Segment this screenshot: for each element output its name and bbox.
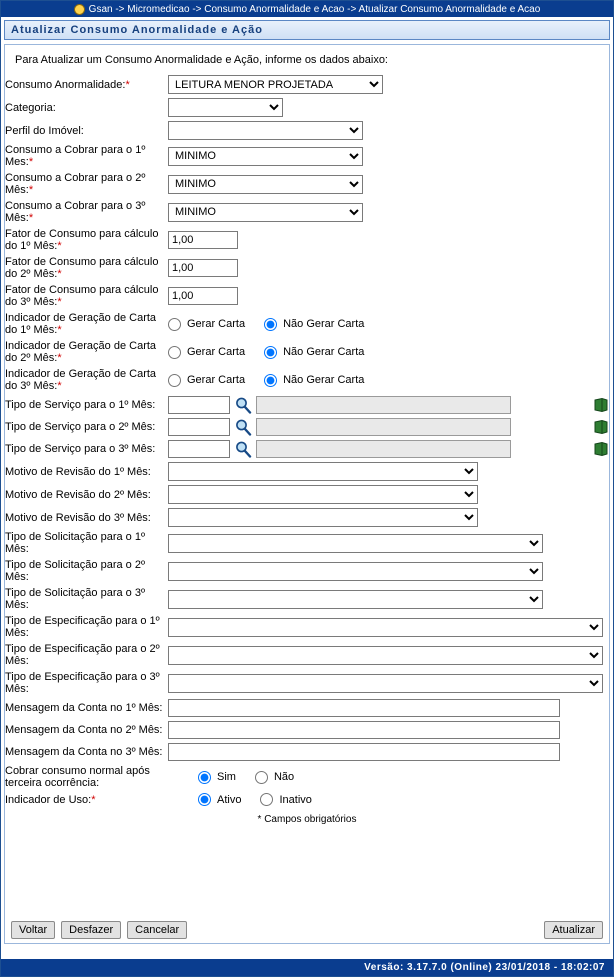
fator-1-input[interactable] [168,231,238,249]
book-icon[interactable] [593,441,609,457]
carta-1-nao-gerar-option[interactable]: Não Gerar Carta [264,318,364,331]
tipo-servico-1-row [168,396,609,414]
form-instructions: Para Atualizar um Consumo Anormalidade e Ação, informe os dados abaixo: [15,54,388,66]
tipo-servico-1-desc-input [256,396,511,414]
row-fator-1 [5,226,609,254]
book-icon[interactable] [593,419,609,435]
indicador-uso-ativo-radio[interactable] [198,793,211,806]
label-mensagem-2: Mensagem da Conta no 2º Mês: [5,724,163,736]
label-carta-3: Indicador de Geração de Carta do 3º Mês:* [5,368,157,392]
carta-2-gerar-option[interactable]: Gerar Carta [168,346,245,359]
indicador-uso-radio-group[interactable] [168,793,609,806]
tipo-solicitacao-3-select[interactable] [168,590,543,609]
row-motivo-revisao-2 [5,483,609,506]
tipo-solicitacao-2-select[interactable] [168,562,543,581]
row-mensagem-1 [5,697,609,719]
tipo-servico-3-code-input[interactable] [168,440,230,458]
required-asterisk: * [57,380,62,392]
consumo-cobrar-1-select[interactable] [168,147,363,166]
carta-2-nao-gerar-radio[interactable] [264,346,277,359]
label-carta-2: Indicador de Geração de Carta do 2º Mês:* [5,340,157,364]
version-bar [1,959,613,976]
row-consumo-cobrar-3 [5,198,609,226]
tipo-servico-2-code-input[interactable] [168,418,230,436]
row-tipo-solicitacao-3 [5,585,609,613]
search-icon[interactable] [234,440,252,458]
label-carta-1: Indicador de Geração de Carta do 1º Mês:* [5,312,157,336]
label-fator-2: Fator de Consumo para cálculo do 2º Mês:* [5,256,159,280]
carta-3-nao-gerar-radio[interactable] [264,374,277,387]
carta-1-gerar-option[interactable]: Gerar Carta [168,318,245,331]
row-indicador-uso [5,791,609,808]
book-icon[interactable] [593,397,609,413]
form-panel [4,44,610,944]
carta-3-nao-gerar-option[interactable]: Não Gerar Carta [264,374,364,387]
version-text: Versão: 3.17.7.0 (Online) 23/01/2018 - 18:02:07 [364,962,605,973]
label-tipo-especificacao-1: Tipo de Especificação para o 1º Mês: [5,615,160,639]
required-asterisk: * [28,156,34,168]
atualizar-button[interactable]: Atualizar [544,921,603,939]
tipo-servico-2-desc-input [256,418,511,436]
fator-2-input[interactable] [168,259,238,277]
motivo-revisao-3-select[interactable] [168,508,478,527]
row-perfil-imovel [5,119,609,142]
label-indicador-uso: Indicador de Uso:* [5,793,96,806]
row-fator-2 [5,254,609,282]
search-icon[interactable] [234,396,252,414]
required-asterisk: * [28,212,34,224]
row-consumo-cobrar-1 [5,142,609,170]
desfazer-button[interactable]: Desfazer [61,921,121,939]
consumo-cobrar-3-select[interactable] [168,203,363,222]
consumo-cobrar-2-select[interactable] [168,175,363,194]
label-consumo-cobrar-1: Consumo a Cobrar para o 1º Mes:* [5,144,146,168]
label-consumo-cobrar-2: Consumo a Cobrar para o 2º Mês:* [5,172,146,196]
perfil-imovel-select[interactable] [168,121,363,140]
row-mensagem-2 [5,719,609,741]
row-tipo-solicitacao-1 [5,529,609,557]
cobrar-normal-radio-group[interactable] [168,771,609,784]
required-asterisk: * [57,240,62,252]
label-tipo-solicitacao-1: Tipo de Solicitação para o 1º Mês: [5,531,145,555]
tipo-servico-1-code-input[interactable] [168,396,230,414]
fator-3-input[interactable] [168,287,238,305]
label-tipo-servico-3: Tipo de Serviço para o 3º Mês: [5,443,156,455]
row-tipo-especificacao-1 [5,613,609,641]
carta-1-gerar-radio[interactable] [168,318,181,331]
required-asterisk: * [125,78,130,91]
required-fields-note: * Campos obrigatórios [257,814,357,825]
required-asterisk: * [28,184,34,196]
label-mensagem-1: Mensagem da Conta no 1º Mês: [5,702,163,714]
label-tipo-solicitacao-3: Tipo de Solicitação para o 3º Mês: [5,587,145,611]
label-motivo-revisao-3: Motivo de Revisão do 3º Mês: [5,511,151,524]
label-tipo-solicitacao-2: Tipo de Solicitação para o 2º Mês: [5,559,145,583]
cancelar-button[interactable]: Cancelar [127,921,187,939]
mensagem-2-input[interactable] [168,721,560,739]
label-motivo-revisao-2: Motivo de Revisão do 2º Mês: [5,488,151,501]
carta-1-nao-gerar-radio[interactable] [264,318,277,331]
motivo-revisao-2-select[interactable] [168,485,478,504]
tipo-especificacao-3-select[interactable] [168,674,603,693]
label-consumo-anormalidade: Consumo Anormalidade:* [5,78,130,91]
button-bar [5,921,609,939]
indicador-uso-inativo-radio[interactable] [260,793,273,806]
label-tipo-servico-1: Tipo de Serviço para o 1º Mês: [5,399,156,411]
row-mensagem-3 [5,741,609,763]
carta-2-radio-group[interactable] [168,346,609,359]
mensagem-3-input[interactable] [168,743,560,761]
cobrar-normal-nao-option[interactable]: Não [255,771,294,784]
cobrar-normal-sim-option[interactable]: Sim [198,771,236,784]
row-carta-1 [5,310,609,338]
consumo-anormalidade-select[interactable] [168,75,383,94]
cobrar-normal-nao-radio[interactable] [255,771,268,784]
row-tipo-servico-2 [5,416,609,438]
row-tipo-especificacao-2 [5,641,609,669]
label-tipo-servico-2: Tipo de Serviço para o 2º Mês: [5,421,156,433]
label-perfil-imovel: Perfil do Imóvel: [5,124,84,137]
carta-2-nao-gerar-option[interactable]: Não Gerar Carta [264,346,364,359]
cobrar-normal-sim-radio[interactable] [198,771,211,784]
required-asterisk: * [57,268,62,280]
tipo-servico-3-desc-input [256,440,511,458]
required-asterisk: * [57,296,62,308]
breadcrumb-text: Gsan -> Micromedicao -> Consumo Anormalidade e Acao -> Atualizar Consumo Anormalidade e Acao [88,3,541,15]
label-tipo-especificacao-2: Tipo de Especificação para o 2º Mês: [5,643,160,667]
required-asterisk: * [91,793,96,806]
row-carta-2 [5,338,609,366]
label-fator-3: Fator de Consumo para cálculo do 3º Mês:* [5,284,159,308]
label-categoria: Categoria: [5,101,56,114]
carta-3-gerar-option[interactable]: Gerar Carta [168,374,245,387]
row-tipo-especificacao-3 [5,669,609,697]
search-icon[interactable] [234,418,252,436]
tipo-especificacao-2-select[interactable] [168,646,603,665]
indicador-uso-inativo-option[interactable]: Inativo [260,793,311,806]
required-asterisk: * [57,324,62,336]
label-motivo-revisao-1: Motivo de Revisão do 1º Mês: [5,465,151,478]
row-cobrar-normal [5,763,609,791]
carta-1-radio-group[interactable] [168,318,609,331]
right-button-wrap [544,921,603,939]
label-mensagem-3: Mensagem da Conta no 3º Mês: [5,746,163,758]
required-asterisk: * [57,352,62,364]
indicador-uso-ativo-option[interactable]: Ativo [198,793,241,806]
voltar-button[interactable]: Voltar [11,921,55,939]
label-fator-1: Fator de Consumo para cálculo do 1º Mês:* [5,228,159,252]
tipo-servico-3-row [168,440,609,458]
label-consumo-cobrar-3: Consumo a Cobrar para o 3º Mês:* [5,200,146,224]
row-carta-3 [5,366,609,394]
row-tipo-solicitacao-2 [5,557,609,585]
row-consumo-cobrar-2 [5,170,609,198]
row-motivo-revisao-3 [5,506,609,529]
title-bar-wrap [1,17,613,40]
row-tipo-servico-1 [5,394,609,416]
label-tipo-especificacao-3: Tipo de Especificação para o 3º Mês: [5,671,160,695]
row-fator-3 [5,282,609,310]
form-table [5,73,609,808]
row-categoria [5,96,609,119]
tipo-especificacao-1-select[interactable] [168,618,603,637]
page-title: Atualizar Consumo Anormalidade e Ação [4,20,610,40]
tipo-servico-2-row [168,418,609,436]
label-cobrar-normal: Cobrar consumo normal após terceira ocorrência: [5,765,150,789]
row-motivo-revisao-1 [5,460,609,483]
gsan-logo-icon [74,4,85,15]
carta-3-radio-group[interactable] [168,374,609,387]
carta-3-gerar-radio[interactable] [168,374,181,387]
breadcrumb [1,1,613,17]
mensagem-1-input[interactable] [168,699,560,717]
tipo-solicitacao-1-select[interactable] [168,534,543,553]
row-consumo-anormalidade [5,73,609,96]
row-tipo-servico-3 [5,438,609,460]
categoria-select[interactable] [168,98,283,117]
carta-2-gerar-radio[interactable] [168,346,181,359]
motivo-revisao-1-select[interactable] [168,462,478,481]
